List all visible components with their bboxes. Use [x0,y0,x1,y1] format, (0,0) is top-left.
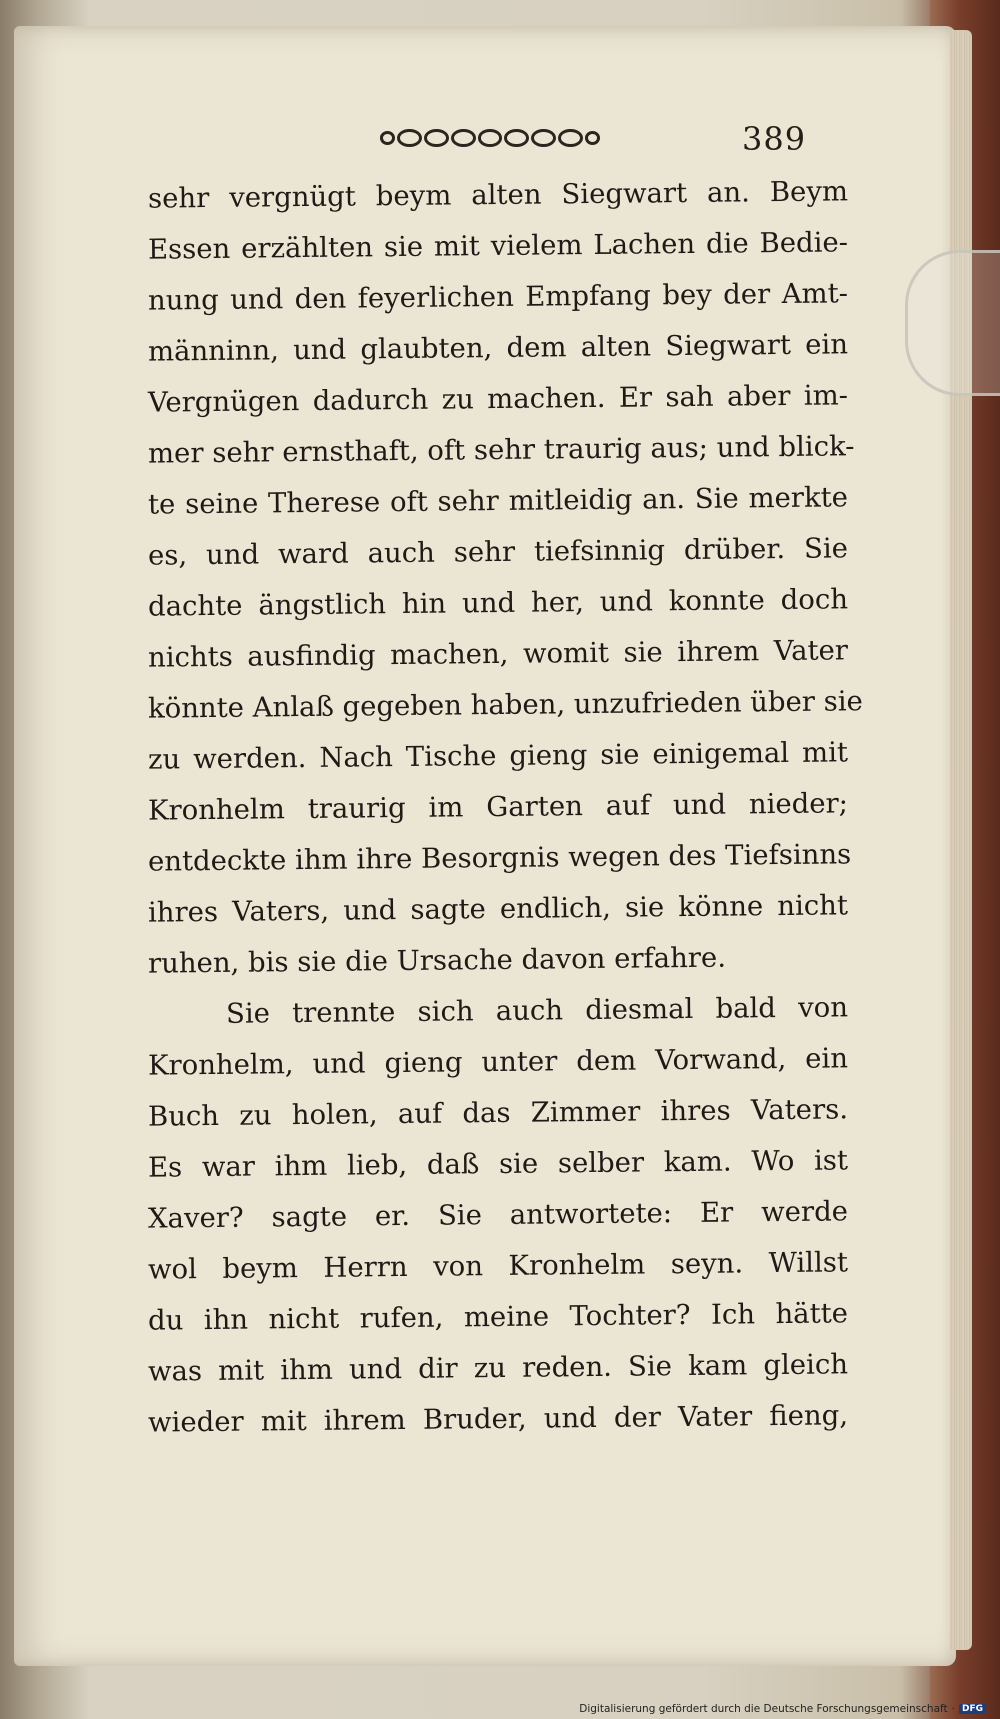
text-line: du ihn nicht rufen, meine Tochter? Ich hätte [147,1297,849,1337]
text-line: Es war ihm lieb, daß sie selber kam. Wo ist [147,1144,849,1184]
text-line: nung und den feyerlichen Empfang bey der Amt- [147,277,849,317]
text-line: ruhen, bis sie die Ursache davon erfahre. [147,941,727,980]
text-line: männinn, und glaubten, dem alten Siegwart ein [147,328,849,368]
text-line: Vergnügen dadurch zu machen. Er sah aber im- [147,379,849,419]
text-line: dachte ängstlich hin und her, und konnte doch [147,583,849,623]
text-line: zu werden. Nach Tische gieng sie einigemal mit [147,736,849,776]
page-number: 389 [742,120,807,158]
text-line: Essen erzählten sie mit vielem Lachen die Bedie- [147,226,849,266]
credit-text: Digitalisierung gefördert durch die Deutsche Forschungsgemeinschaft [579,1703,948,1715]
text-line: es, und ward auch sehr tiefsinnig drüber. Sie [147,532,849,572]
header-ornament [380,126,600,150]
text-line: Kronhelm traurig im Garten auf und nieder; [147,787,849,827]
text-line: ihres Vaters, und sagte endlich, sie könne nicht [147,889,849,929]
text-line: sehr vergnügt beym alten Siegwart an. Beym [147,175,849,215]
text-line: mer sehr ernsthaft, oft sehr traurig aus; und blick- [147,430,855,470]
dfg-logo: DFG [959,1704,986,1714]
text-line: Buch zu holen, auf das Zimmer ihres Vaters. [147,1093,849,1133]
digitization-credit: Digitalisierung gefördert durch die Deutsche Forschungsgemeinschaft · DFG [579,1703,986,1715]
text-line: nichts ausfindig machen, womit sie ihrem Vater [147,634,849,674]
text-line: entdeckte ihm ihre Besorgnis wegen des Tiefsinns [147,838,852,878]
text-line: wol beym Herrn von Kronhelm seyn. Willst [147,1246,849,1286]
text-line: Xaver? sagte er. Sie antwortete: Er werde [147,1195,849,1235]
page-clip [905,250,1000,396]
text-line: Sie trennte sich auch diesmal bald von [225,991,849,1030]
text-line: te seine Therese oft sehr mitleidig an. Sie merkte [147,481,849,521]
page-text [147,170,864,1445]
text-line: könnte Anlaß gegeben haben, unzufrieden über sie [147,685,864,725]
text-line: wieder mit ihrem Bruder, und der Vater fieng, [147,1399,849,1439]
text-line: was mit ihm und dir zu reden. Sie kam gleich [147,1348,849,1388]
text-line: Kronhelm, und gieng unter dem Vorwand, ein [147,1042,849,1082]
